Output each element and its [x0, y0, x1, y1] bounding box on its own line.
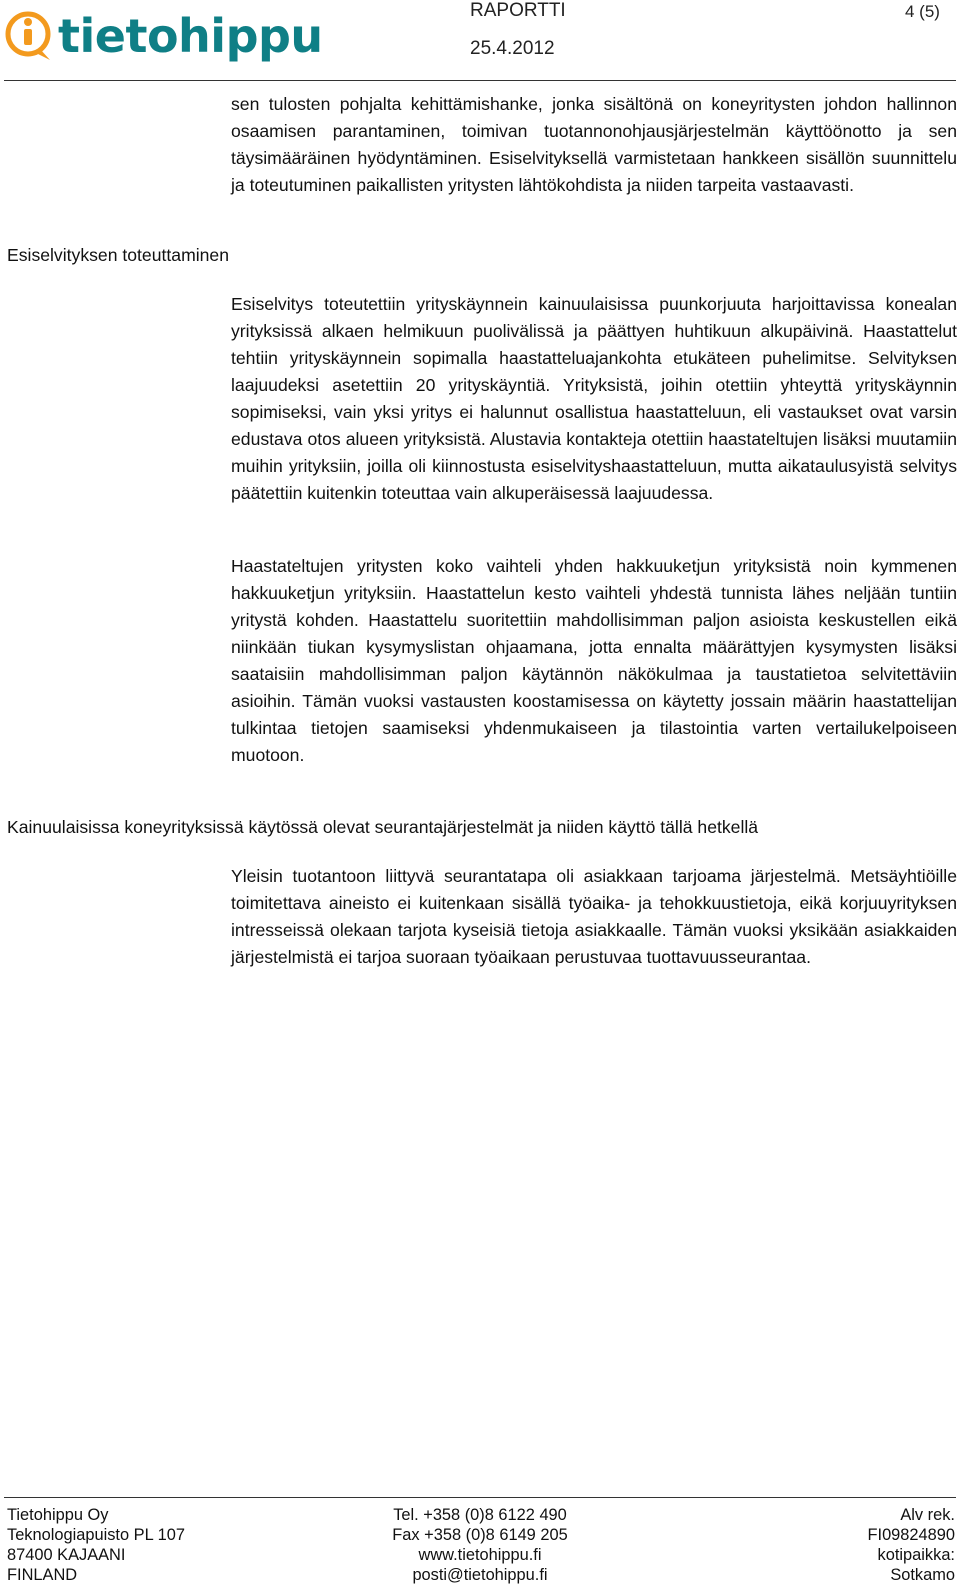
- domicile-value: Sotkamo: [890, 1566, 955, 1584]
- tracking-paragraph: Yleisin tuotantoon liittyvä seurantatapa oli asiakkaan tarjoama järjestelmä. Metsäyhtiöille toimitettava aineisto ei kuitenkaan sisällä työaika- ja tehokkuustietoja, eikä korjuuyrityksen intresseissä olekaan tarjota kyseisiä tietoja asiakkaalle. Tämän vuoksi yksikään asiakkaiden järjestelmistä ei tarjoa suoraan työaikaan perustuvaa tuottavuusseurantaa.: [231, 866, 957, 967]
- intro-paragraph: sen tulosten pohjalta kehittämishanke, jonka sisältönä on koneyritysten johdon hallinnon osaamisen parantaminen, toimivan tuotannonohjausjärjestelmän käyttöönotto ja sen täysimääräinen hyödyntäminen. Esiselvityksellä varmistetaan hankkeen sisällön suunnittelu ja toteutuminen paikallisten yritysten lähtökohdista ja niiden tarpeita vastaavasti.: [231, 94, 957, 195]
- footer-registry-info: [868, 1505, 956, 1585]
- vat-label: Alv rek.: [900, 1506, 955, 1524]
- page-header: [0, 0, 960, 82]
- company-name: Tietohippu Oy: [7, 1506, 109, 1524]
- footer-company-info: [7, 1505, 185, 1585]
- company-postal: 87400 KAJAANI: [7, 1546, 126, 1564]
- logo-wordmark: tietohippu: [58, 9, 323, 63]
- company-country: FINLAND: [7, 1566, 78, 1584]
- domicile-label: kotipaikka:: [877, 1546, 955, 1564]
- section-heading-tracking-systems: Kainuulaisissa koneyrityksissä käytössä olevat seurantajärjestelmät ja niiden käyttö tällä hetkellä: [7, 817, 759, 837]
- fax-number: Fax +358 (0)8 6149 205: [392, 1526, 568, 1544]
- phone-number: Tel. +358 (0)8 6122 490: [393, 1506, 567, 1524]
- company-logo: [4, 6, 364, 70]
- footer-divider: [4, 1497, 956, 1498]
- implementation-paragraph: Esiselvitys toteutettiin yrityskäynnein kainuulaisissa puunkorjuuta harjoittavissa konealan yrityksissä alkaen helmikuun puolivälissä ja päättyen huhtikuun alkupäivinä. Haastattelut tehtiin yrityskäynnein sopimalla haastatteluajankohta etukäteen puhelimitse. Selvityksen laajuudeksi asetettiin 20 yrityskäyntiä. Yrityksistä, joihin otettiin yhteyttä yrityskäynnin sopimiseksi, vain yksi yritys ei halunnut osallistua haastatteluun, eli vastaukset ovat varsin edustava otos alueen yrityksistä. Alustavia kontakteja otettiin haastateltujen lisäksi muutamiin muihin yrityksiin, joilla oli kiinnostusta esiselvityshaastatteluun, mutta aikataulusyistä selvitys päätettiin kuitenkin toteuttaa vain alkuperäisessä laajuudessa.: [231, 294, 957, 503]
- section-heading-implementation: Esiselvityksen toteuttaminen: [7, 245, 229, 265]
- document-date: 25.4.2012: [470, 38, 555, 59]
- footer-contact-info: [385, 1505, 575, 1585]
- page-number: 4 (5): [905, 2, 940, 21]
- info-icon: [4, 8, 56, 66]
- interviews-paragraph: Haastateltujen yritysten koko vaihteli yhden hakkuuketjun yrityksistä noin kymmenen hakkuuketjun yrityksiin. Haastattelun kesto vaihteli yhdestä tunnista lähes neljään tuntiin yritystä kohden. Haastattelu suoritettiin mahdollisimman paljon asioista keskustellen eikä niinkään tiukan kysymyslistan ohjaamana, jotta ennalta määrättyjen kysymysten lisäksi saataisiin mahdollisimman paljon käytännön näkökulmaa ja taustatietoa selvitettäviin asioihin. Tämän vuoksi vastausten koostamisessa on käytetty jossain määrin haastattelijan tulkintaa tietojen saamiseksi yhdenmukaiseen ja tilastointia varten vertailukelpoiseen muotoon.: [231, 556, 957, 765]
- document-type: RAPORTTI: [470, 0, 566, 21]
- vat-number: FI09824890: [867, 1526, 955, 1544]
- company-address: Teknologiapuisto PL 107: [7, 1526, 185, 1544]
- email-link[interactable]: posti@tietohippu.fi: [412, 1566, 548, 1584]
- website-link[interactable]: www.tietohippu.fi: [418, 1546, 542, 1564]
- header-divider: [4, 80, 956, 81]
